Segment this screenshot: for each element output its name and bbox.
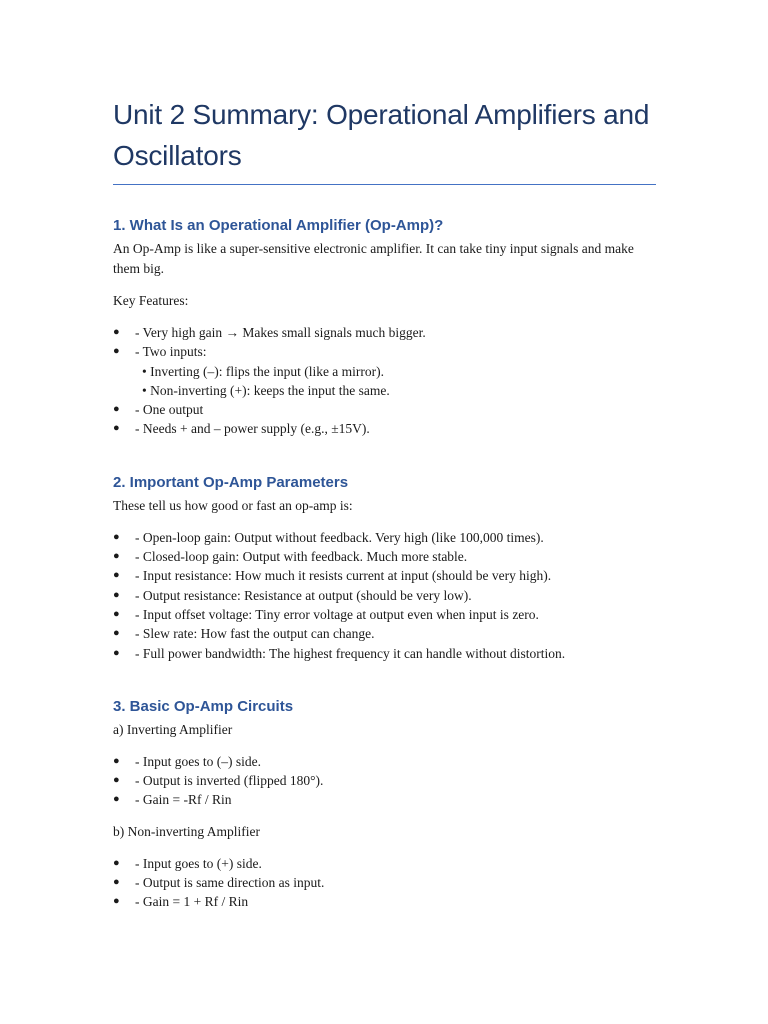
bullet-icon: ● — [113, 530, 120, 543]
list-item — [113, 854, 656, 873]
list-item — [113, 771, 656, 790]
subsection-label-inverting: a) Inverting Amplifier — [113, 721, 233, 737]
parameters-list — [113, 528, 656, 663]
list-item-text: - Input offset voltage: Tiny error voltage at output even when input is zero. — [135, 606, 539, 622]
list-item-text: - Output resistance: Resistance at output (should be very low). — [135, 587, 472, 603]
list-item-text: - Open-loop gain: Output without feedback. Very high (like 100,000 times). — [135, 529, 544, 545]
key-features-label: Key Features: — [113, 293, 189, 308]
bullet-icon: ● — [113, 895, 120, 908]
list-item-text: - Input goes to (–) side. — [135, 753, 261, 769]
section-intro: An Op-Amp is like a super-sensitive electronic amplifier. It can take tiny input signals and make them big. — [113, 241, 634, 276]
bullet-icon: ● — [113, 326, 120, 338]
list-item-text: - Input goes to (+) side. — [135, 855, 262, 871]
bullet-icon: ● — [113, 550, 120, 563]
list-item-text: - Full power bandwidth: The highest frequency it can handle without distortion. — [135, 645, 566, 661]
section-heading-parameters: 2. Important Op-Amp Parameters — [113, 473, 349, 491]
inverting-amplifier-list — [113, 752, 656, 810]
sub-list-item: • Inverting (–): flips the input (like a mirror). — [142, 363, 385, 379]
sub-list-item: • Non-inverting (+): keeps the input the same. — [142, 382, 390, 398]
bullet-icon: ● — [113, 856, 120, 869]
non-inverting-amplifier-list — [113, 854, 656, 912]
list-item-text: - Output is same direction as input. — [135, 875, 325, 891]
list-item-text: - Closed-loop gain: Output with feedback. Much more stable. — [135, 549, 468, 565]
subsection-label-non-inverting: b) Non-inverting Amplifier — [113, 823, 260, 839]
list-item — [113, 644, 656, 663]
list-item — [113, 342, 656, 361]
list-item-text: - Very high gain → Makes small signals much bigger. — [135, 325, 426, 340]
list-item-text: - Two inputs: — [135, 344, 207, 360]
bullet-icon: ● — [113, 588, 120, 601]
bullet-icon: ● — [113, 774, 120, 787]
list-item — [113, 400, 656, 419]
bullet-icon: ● — [113, 569, 120, 582]
list-item — [113, 624, 656, 643]
list-item — [113, 528, 656, 547]
list-item-text: - One output — [135, 402, 204, 418]
document-title: Unit 2 Summary: Operational Amplifiers and Oscillators — [113, 94, 656, 185]
list-item — [113, 873, 656, 892]
list-item — [113, 547, 656, 566]
list-item — [113, 892, 656, 911]
section-heading-op-amp: 1. What Is an Operational Amplifier (Op-Amp)? — [113, 217, 444, 234]
section-heading-circuits: 3. Basic Op-Amp Circuits — [113, 697, 294, 715]
list-item-text: - Input resistance: How much it resists current at input (should be very high). — [135, 568, 552, 584]
list-item — [113, 566, 656, 585]
list-item — [113, 323, 656, 342]
list-item — [113, 586, 656, 605]
bullet-icon: ● — [113, 793, 120, 806]
list-item-text: - Output is inverted (flipped 180°). — [135, 773, 324, 789]
bullet-icon: ● — [113, 403, 120, 416]
list-item-text: - Slew rate: How fast the output can change. — [135, 626, 375, 642]
list-item-text: - Gain = -Rf / Rin — [135, 792, 232, 808]
key-features-list — [113, 323, 656, 362]
bullet-icon: ● — [113, 345, 120, 358]
section-intro: These tell us how good or fast an op-amp is: — [113, 497, 353, 513]
list-item — [113, 752, 656, 771]
list-item-text: - Needs + and – power supply (e.g., ±15V). — [135, 421, 370, 437]
input-types-list — [113, 362, 656, 401]
list-item — [113, 790, 656, 809]
bullet-icon: ● — [113, 627, 120, 640]
bullet-icon: ● — [113, 876, 120, 889]
list-item — [113, 605, 656, 624]
bullet-icon: ● — [113, 422, 120, 435]
bullet-icon: ● — [113, 607, 120, 620]
list-item — [113, 419, 656, 438]
list-item-text: - Gain = 1 + Rf / Rin — [135, 894, 249, 910]
bullet-icon: ● — [113, 646, 120, 659]
bullet-icon: ● — [113, 754, 120, 767]
document-page — [113, 94, 656, 912]
key-features-list-continued — [113, 400, 656, 439]
